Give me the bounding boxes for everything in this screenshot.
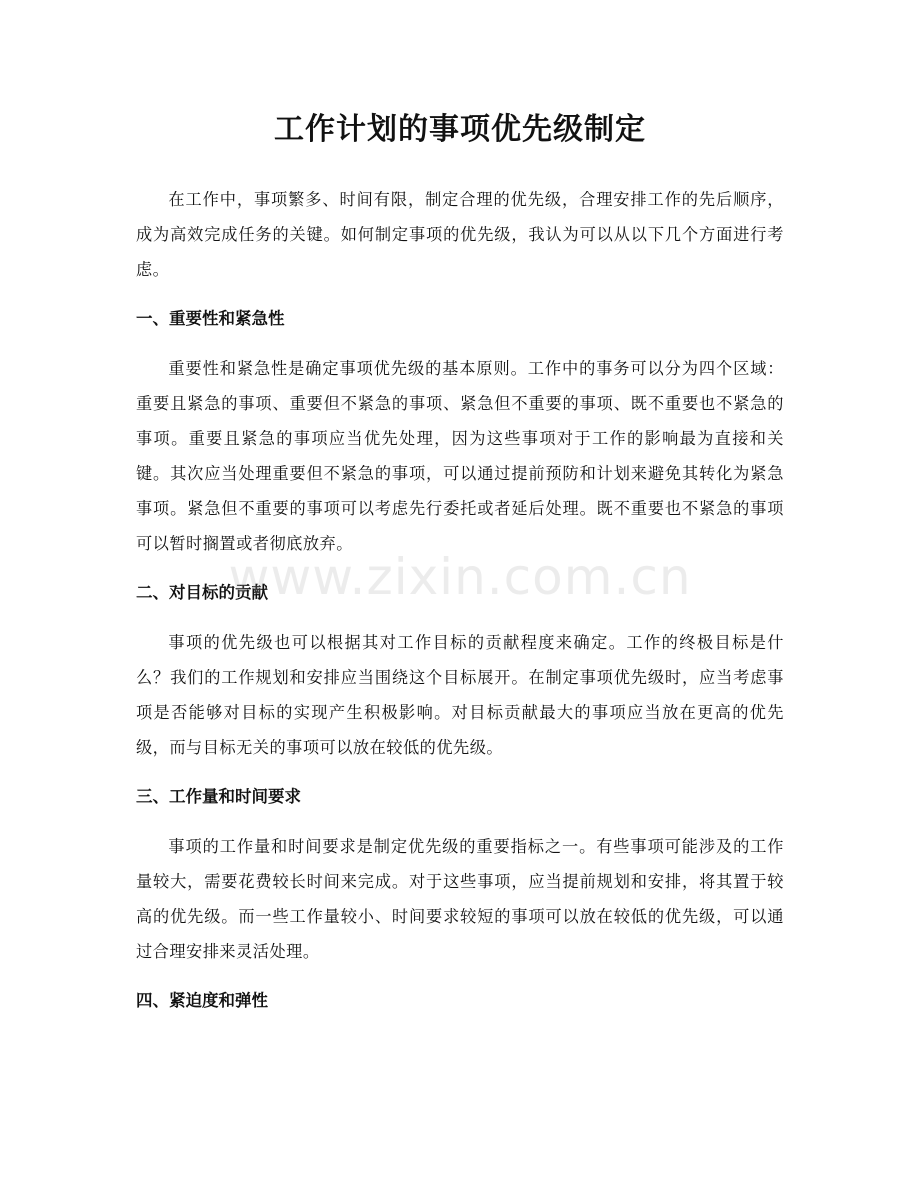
section-body-3: 事项的工作量和时间要求是制定优先级的重要指标之一。有些事项可能涉及的工作量较大，需要花费较长时间来完成。对于这些事项，应当提前规划和安排，将其置于较高的优先级。而一些工作量较小、时间要求较短的事项可以放在较低的优先级，可以通过合理安排来灵活处理。 [136, 837, 784, 961]
section-heading-4: 四、紧迫度和弹性 [136, 991, 268, 1010]
watermark: www.zixin.com.cn [228, 548, 692, 606]
section-heading-1: 一、重要性和紧急性 [136, 309, 285, 328]
section-body-1: 重要性和紧急性是确定事项优先级的基本原则。工作中的事务可以分为四个区域：重要且紧急的事项、重要但不紧急的事项、紧急但不重要的事项、既不重要也不紧急的事项。重要且紧急的事项应当优先处理，因为这些事项对于工作的影响最为直接和关键。其次应当处理重要但不紧急的事项，可以通过提前预防和计划来避免其转化为紧急事项。紧急但不重要的事项可以考虑先行委托或者延后处理。既不重要也不紧急的事项可以暂时搁置或者彻底放弃。 [136, 359, 784, 553]
section-heading-3: 三、工作量和时间要求 [136, 787, 301, 806]
section-body-2: 事项的优先级也可以根据其对工作目标的贡献程度来确定。工作的终极目标是什么？我们的工作规划和安排应当围绕这个目标展开。在制定事项优先级时，应当考虑事项是否能够对目标的实现产生积极影响。对目标贡献最大的事项应当放在更高的优先级，而与目标无关的事项可以放在较低的优先级。 [136, 633, 784, 757]
intro-paragraph: 在工作中，事项繁多、时间有限，制定合理的优先级，合理安排工作的先后顺序，成为高效完成任务的关键。如何制定事项的优先级，我认为可以从以下几个方面进行考虑。 [136, 190, 784, 279]
section-heading-2: 二、对目标的贡献 [136, 583, 268, 602]
document-title: 工作计划的事项优先级制定 [274, 112, 646, 147]
document-content [136, 182, 784, 1033]
